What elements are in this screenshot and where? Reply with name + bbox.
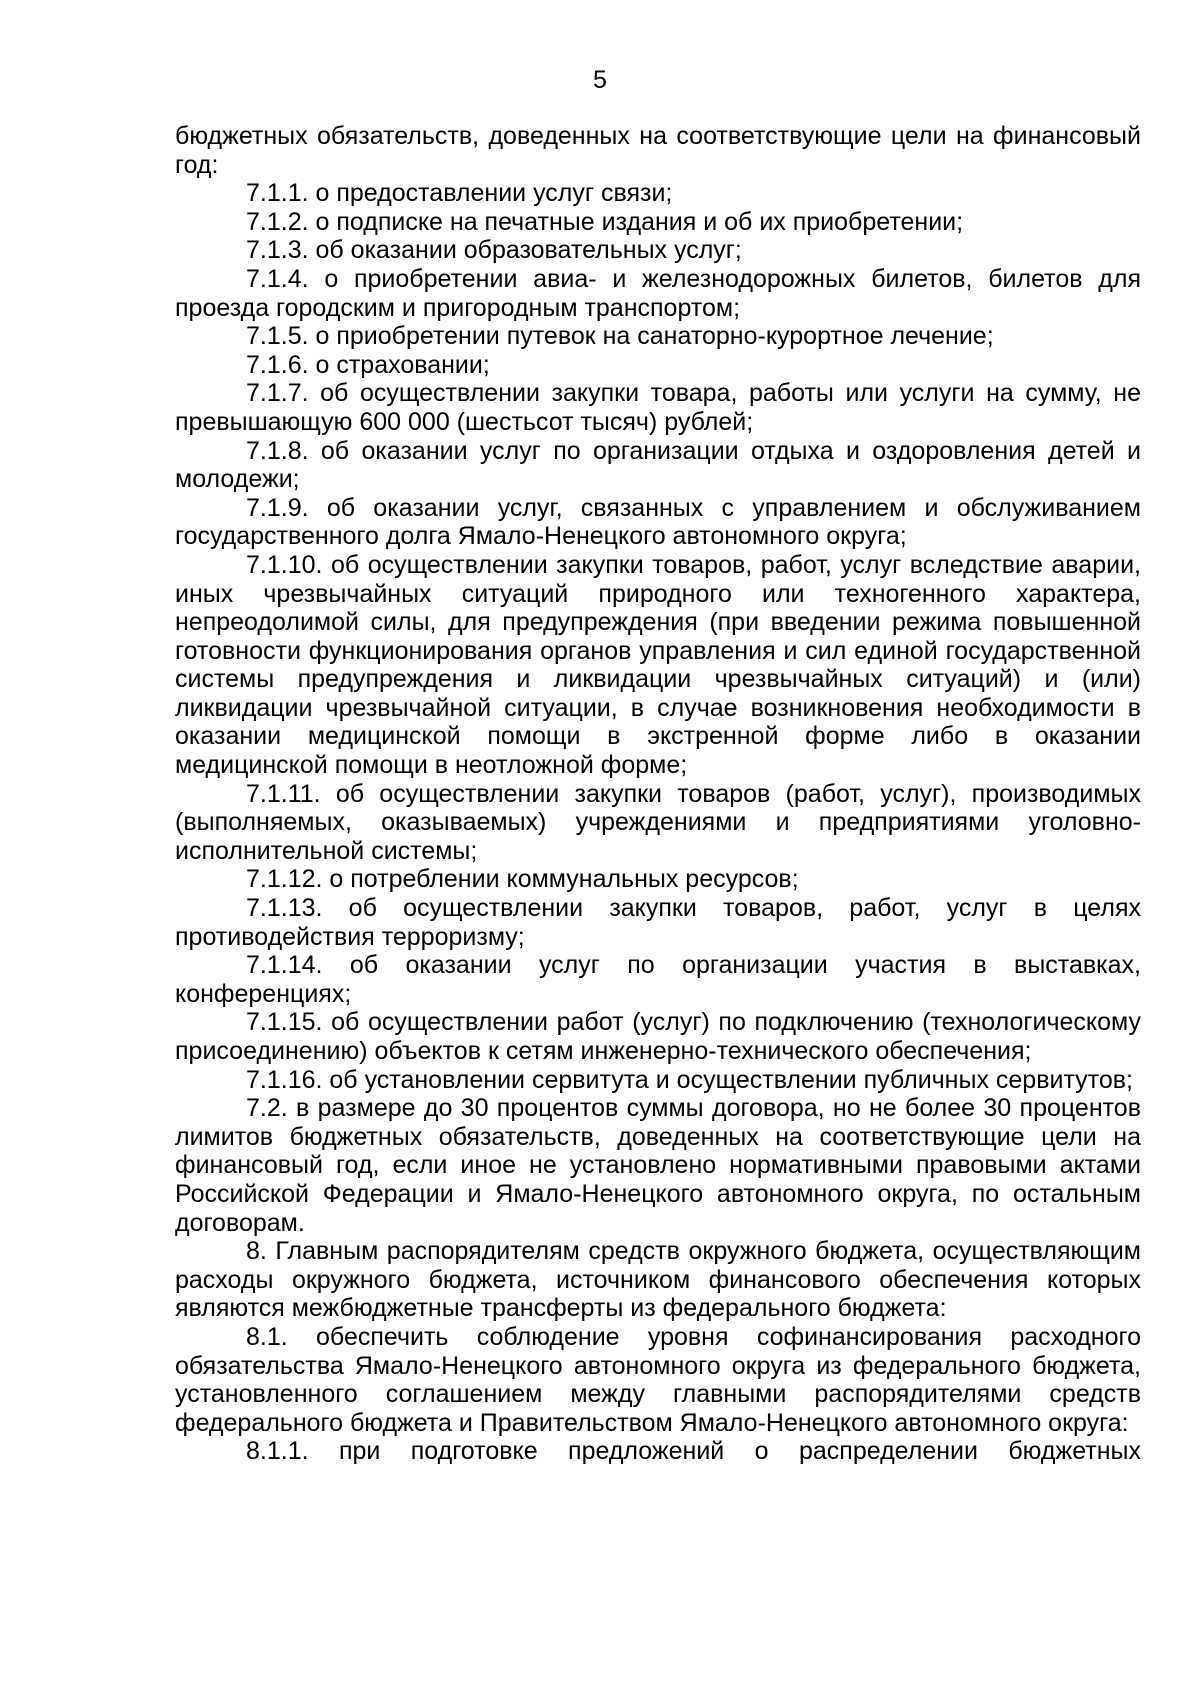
clause-7-1-12: 7.1.12. о потреблении коммунальных ресурсов; [246,865,799,894]
clause-7-1-7: 7.1.7. об осуществлении закупки товара, работы или услуги на сумму, не превышающую 600 000 (шестьсот тысяч) рублей; [175,379,1141,436]
clause-7-1-9: 7.1.9. об оказании услуг, связанных с управлением и обслуживанием государственного долга Ямало-Ненецкого автономного округа; [175,493,1141,551]
clause-7-1-8: 7.1.8. об оказании услуг по организации отдыха и оздоровления детей и молодежи; [175,436,1141,494]
clause-7-2: 7.2. в размере до 30 процентов суммы договора, но не более 30 процентов лимитов бюджетных обязательств, доведенных на соответствующие цели на финансовый год, если иное не установлено нормативными правовыми актами Российской Федерации и Ямало-Ненецкого автономного округа, по остальным договорам. [175,1094,1141,1237]
clause-7-1-6: 7.1.6. о страховании; [246,350,490,379]
clause-7-1-2: 7.1.2. о подписке на печатные издания и об их приобретении; [246,207,964,236]
document-body [175,122,1141,1466]
clause-7-1-1: 7.1.1. о предоставлении услуг связи; [246,179,673,208]
clause-8-1: 8.1. обеспечить соблюдение уровня софинансирования расходного обязательства Ямало-Ненецкого автономного округа из федерального бюджета, установленного соглашением между главными распорядителями средств федерального бюджета и Правительством Ямало-Ненецкого автономного округа: [175,1322,1141,1437]
paragraph-continuation: бюджетных обязательств, доведенных на соответствующие цели на финансовый год: [175,122,1141,179]
clause-7-1-4: 7.1.4. о приобретении авиа- и железнодорожных билетов, билетов для проезда городским и пригородным транспортом; [175,264,1141,322]
clause-8-1-1: 8.1.1. при подготовке предложений о распределении бюджетных [246,1437,1141,1466]
clause-7-1-16: 7.1.16. об установлении сервитута и осуществлении публичных сервитутов; [246,1065,1133,1094]
clause-7-1-15: 7.1.15. об осуществлении работ (услуг) по подключению (технологическому присоединению) объектов к сетям инженерно-технического обеспечения; [175,1008,1141,1065]
clause-7-1-5: 7.1.5. о приобретении путевок на санаторно-курортное лечение; [246,322,994,351]
page-number: 5 [593,66,607,94]
clause-7-1-14: 7.1.14. об оказании услуг по организации участия в выставках, конференциях; [175,951,1141,1008]
clause-7-1-11: 7.1.11. об осуществлении закупки товаров (работ, услуг), производимых (выполняемых, оказываемых) учреждениями и предприятиями уголовно-исполнительной системы; [175,779,1141,865]
clause-8: 8. Главным распорядителям средств окружного бюджета, осуществляющим расходы окружного бюджета, источником финансового обеспечения которых являются межбюджетные трансферты из федерального бюджета: [175,1237,1141,1323]
clause-7-1-10: 7.1.10. об осуществлении закупки товаров, работ, услуг вследствие аварии, иных чрезвычайных ситуаций природного или техногенного характера, непреодолимой силы, для предупреждения (при введении режима повышенной готовности функционирования органов управления и сил единой государственной системы предупреждения и ликвидации чрезвычайных ситуаций) и (или) ликвидации чрезвычайной ситуации, в случае возникновения необходимости в оказании медицинской помощи в экстренной форме либо в оказании медицинской помощи в неотложной форме; [175,550,1141,780]
clause-7-1-3: 7.1.3. об оказании образовательных услуг; [246,236,742,265]
clause-7-1-13: 7.1.13. об осуществлении закупки товаров, работ, услуг в целях противодействия терроризму; [175,894,1141,951]
